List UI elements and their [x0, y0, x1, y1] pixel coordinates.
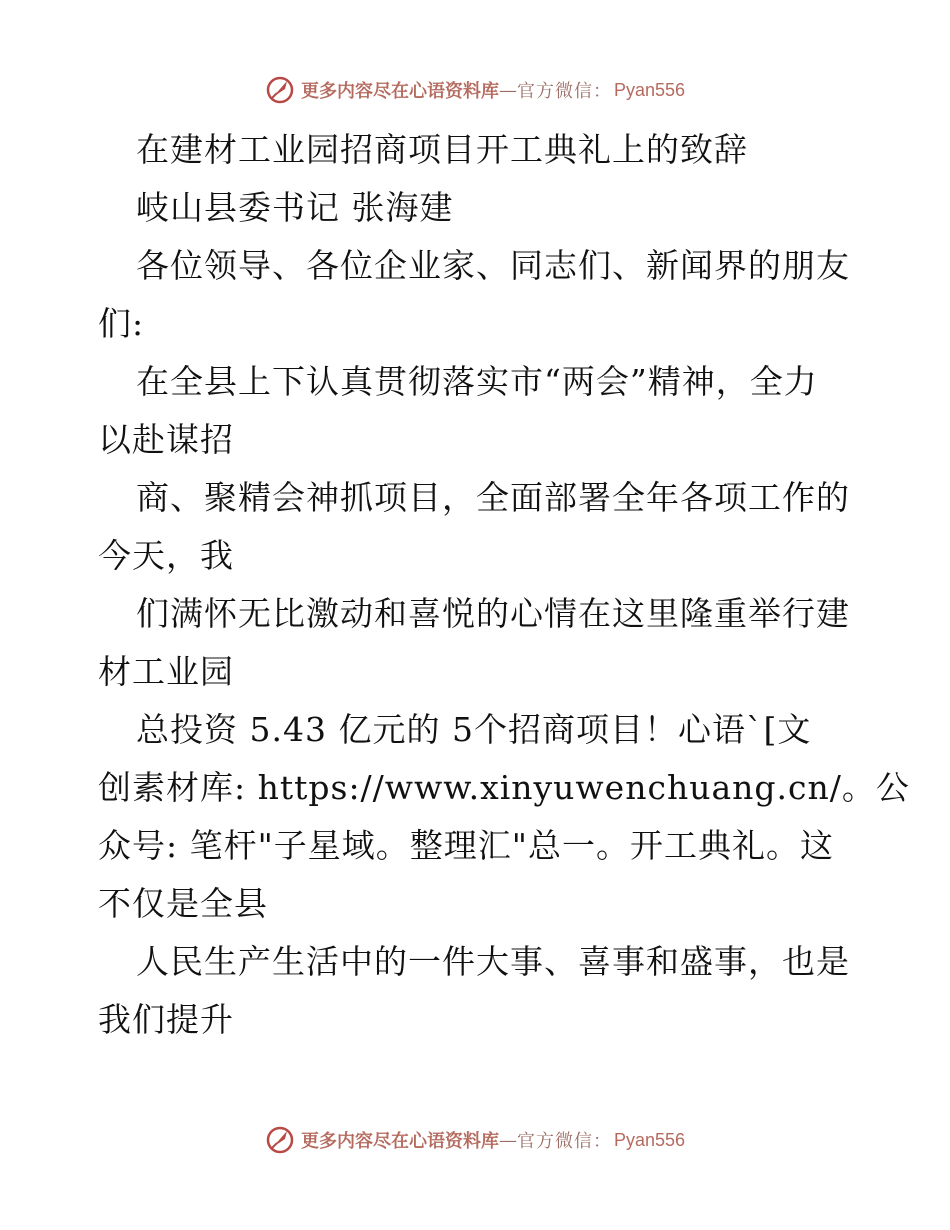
text-line: 在全县上下认真贯彻落实市“两会”精神，全力: [136, 362, 818, 401]
banner-wechat-label: 官方微信：: [516, 81, 612, 102]
banner-wechat-id: Pyan556: [613, 1129, 686, 1150]
text-line: 今天，我: [98, 536, 234, 575]
footer-banner: [0, 1120, 950, 1160]
text-line: 材工业园: [98, 652, 234, 691]
quill-logo-icon: [265, 75, 295, 105]
document-author: 岐山县委书记 张海建: [136, 188, 454, 227]
banner-main-text: 更多内容尽在心语资料库: [300, 81, 499, 102]
header-banner: [0, 70, 950, 110]
text-line: 各位领导、各位企业家、同志们、新闻界的朋友: [136, 246, 850, 285]
text-line: 创素材库: https://www.xinyuwenchuang.cn/。公: [98, 768, 910, 807]
banner-dash: —: [498, 79, 517, 101]
text-line: 人民生产生活中的一件大事、喜事和盛事，也是: [136, 942, 850, 981]
banner-dash: —: [498, 1129, 517, 1151]
text-line: 们满怀无比激动和喜悦的心情在这里隆重举行建: [136, 594, 850, 633]
document-body: [98, 121, 910, 1049]
banner-wechat-label: 官方微信：: [516, 1131, 612, 1152]
text-line: 我们提升: [98, 1000, 234, 1039]
text-line: 众号: 笔杆"子星域。整理汇"总一。开工典礼。这: [98, 826, 834, 865]
banner-wechat-id: Pyan556: [613, 79, 686, 100]
text-line: 以赴谋招: [98, 420, 234, 459]
text-line: 商、聚精会神抓项目，全面部署全年各项工作的: [136, 478, 850, 517]
text-line: 总投资 5.43 亿元的 5个招商项目！心语`[文: [136, 710, 812, 749]
text-line: 们:: [98, 304, 145, 343]
banner-main-text: 更多内容尽在心语资料库: [300, 1131, 499, 1152]
quill-logo-icon: [265, 1125, 295, 1155]
document-title: 在建材工业园招商项目开工典礼上的致辞: [136, 130, 748, 169]
text-line: 不仅是全县: [98, 884, 268, 923]
